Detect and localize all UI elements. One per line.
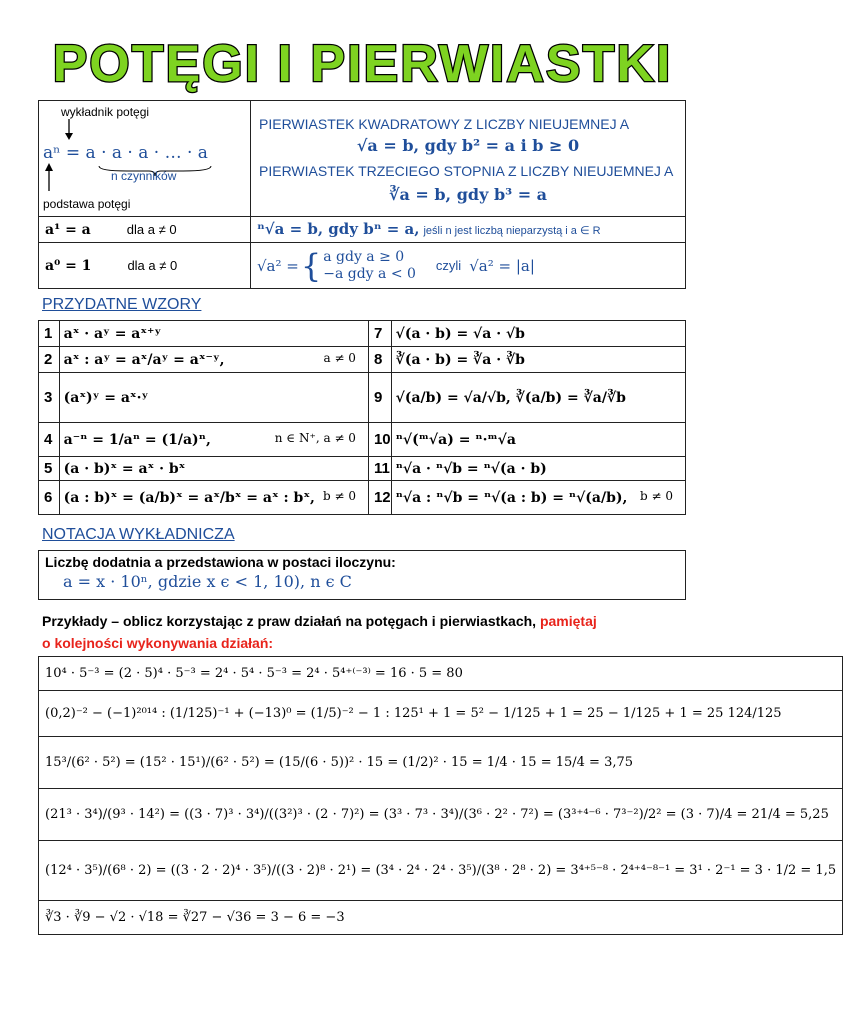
cbrt-definition: ∛a = b, gdy b³ = a <box>388 184 548 204</box>
abs-left: √a² = <box>257 256 299 275</box>
formula-cell <box>59 457 368 481</box>
formula-number: 2 <box>39 347 60 373</box>
exponent-label: wykładnik potęgi <box>61 105 150 119</box>
formula-expression: ⁿ√a · ⁿ√b = ⁿ√(a · b) <box>395 460 547 477</box>
abs-case-2: −a gdy a < 0 <box>323 265 416 282</box>
formula-condition: n ∈ N⁺, a ≠ 0 <box>274 430 356 445</box>
example-row <box>39 789 843 841</box>
formula-number: 7 <box>368 321 391 347</box>
formula-number: 3 <box>39 373 60 423</box>
formula-cell <box>59 321 368 347</box>
formula-expression: (aˣ)ʸ = aˣ·ʸ <box>63 389 149 406</box>
formula-number: 11 <box>368 457 391 481</box>
a1-formula: a¹ = a <box>45 221 91 238</box>
formula-expression: (a : b)ˣ = (a/b)ˣ = aˣ/bˣ = aˣ : bˣ, <box>63 489 315 506</box>
formula-condition: b ≠ 0 <box>640 488 673 503</box>
sqrt-heading: PIERWIASTEK KWADRATOWY Z LICZBY NIEUJEMNEJ A <box>259 115 630 132</box>
formula-number: 9 <box>368 373 391 423</box>
formula-cell <box>391 457 685 481</box>
a0-formula: a⁰ = 1 <box>45 257 92 274</box>
example-expression: (12⁴ · 3⁵)/(6⁸ · 2) = ((3 · 2 · 2)⁴ · 3⁵)/((3 · 2)⁸ · 2¹) = (3⁴ · 2⁴ · 2⁴ · 3⁵)/(3⁸ · 2⁸ · 2) = 3⁴⁺⁵⁻⁸ · 2⁴⁺⁴⁻⁸⁻¹ = 3¹ · 2⁻¹ = 3 · 1/2 = 1,5 <box>45 863 837 878</box>
formula-number: 12 <box>368 481 391 515</box>
arrow-up-icon <box>44 163 54 191</box>
notation-line-1: Liczbę dodatnia a przedstawiona w postaci iloczynu: <box>45 554 396 570</box>
power-definition: aⁿ = a · a · a · … · a <box>43 143 208 163</box>
arrow-down-icon <box>64 119 74 141</box>
root-definitions-cell <box>251 101 686 217</box>
notation-box <box>38 550 686 600</box>
cbrt-heading: PIERWIASTEK TRZECIEGO STOPNIA Z LICZBY NIEUJEMNEJ A <box>259 162 674 179</box>
formula-condition: b ≠ 0 <box>322 488 356 503</box>
example-row <box>39 657 843 691</box>
factors-label: n czynników <box>111 169 177 183</box>
formula-cell <box>59 423 368 457</box>
example-expression: 15³/(6² · 5²) = (15² · 15¹)/(6² · 5²) = (15/(6 · 5))² · 15 = (1/2)² · 15 = 1/4 · 15 = 15/4 = 3,75 <box>45 755 634 770</box>
formula-cell <box>391 347 685 373</box>
sqrt-definition: √a = b, gdy b² = a i b ≥ 0 <box>356 135 580 155</box>
notation-heading: NOTACJA WYKŁADNICZA <box>42 526 235 543</box>
example-row <box>39 841 843 901</box>
examples-table <box>38 656 843 935</box>
examples-intro-red-1: pamiętaj <box>539 613 597 629</box>
example-row <box>39 901 843 935</box>
nroot-cell <box>251 217 686 243</box>
formula-cell <box>59 481 368 515</box>
page-title: POTĘGI I PIERWIASTKI <box>52 35 673 93</box>
notation-line-2: a = x · 10ⁿ, gdzie x ϵ < 1, 10), n ϵ C <box>63 572 352 591</box>
formula-cell <box>391 321 685 347</box>
examples-intro-text: Przykłady – oblicz korzystając z praw działań na potęgach i pierwiastkach, <box>42 613 537 629</box>
abs-result: √a² = |a| <box>469 256 535 275</box>
a0-condition: dla a ≠ 0 <box>127 257 178 273</box>
formula-number: 5 <box>39 457 60 481</box>
base-label: podstawa potęgi <box>43 197 131 211</box>
power-definition-cell <box>39 101 251 217</box>
abs-czyli: czyli <box>435 258 462 273</box>
examples-intro <box>42 610 682 654</box>
formula-expression: aˣ : aʸ = aˣ/aʸ = aˣ⁻ʸ, <box>63 351 225 368</box>
formula-expression: a⁻ⁿ = 1/aⁿ = (1/a)ⁿ, <box>63 431 211 448</box>
formula-cell <box>391 373 685 423</box>
formula-expression: ⁿ√a : ⁿ√b = ⁿ√(a : b) = ⁿ√(a/b), <box>395 489 628 506</box>
formula-expression: ⁿ√(ᵐ√a) = ⁿ·ᵐ√a <box>395 431 516 448</box>
formulas-table <box>38 320 686 515</box>
formula-number: 8 <box>368 347 391 373</box>
formula-number: 4 <box>39 423 60 457</box>
a1-cell <box>39 217 251 243</box>
example-expression: ∛3 · ∛9 − √2 · √18 = ∛27 − √36 = 3 − 6 = −3 <box>45 910 345 925</box>
formula-expression: aˣ · aʸ = aˣ⁺ʸ <box>63 325 162 342</box>
formula-number: 6 <box>39 481 60 515</box>
example-expression: (21³ · 3⁴)/(9³ · 14²) = ((3 · 7)³ · 3⁴)/((3²)³ · (2 · 7)²) = (3³ · 7³ · 3⁴)/(3⁶ · 2² · 7²) = (3³⁺⁴⁻⁶ · 7³⁻²)/2² = (3 · 7)/4 = 21/4 = 5,25 <box>45 807 829 822</box>
formula-cell <box>59 373 368 423</box>
examples-intro-red-2: o kolejności wykonywania działań: <box>42 635 274 651</box>
formula-cell <box>391 481 685 515</box>
formula-expression: ∛(a · b) = ∛a · ∛b <box>395 351 525 368</box>
abs-cell <box>251 243 686 289</box>
formula-expression: √(a · b) = √a · √b <box>395 325 525 342</box>
formula-cell <box>391 423 685 457</box>
nroot-note: jeśli n jest liczbą nieparzystą i a ∈ R <box>423 225 601 237</box>
example-row <box>39 691 843 737</box>
formula-expression: (a · b)ˣ = aˣ · bˣ <box>63 460 186 477</box>
example-expression: (0,2)⁻² − (−1)²⁰¹⁴ : (1/125)⁻¹ + (−13)⁰ = (1/5)⁻² − 1 : 125¹ + 1 = 5² − 1/125 + 1 = 25 − 1/125 + 1 = 25 124/125 <box>45 706 782 721</box>
a0-cell <box>39 243 251 289</box>
formula-number: 10 <box>368 423 391 457</box>
formula-number: 1 <box>39 321 60 347</box>
definitions-table <box>38 100 686 289</box>
formula-cell <box>59 347 368 373</box>
example-row <box>39 737 843 789</box>
formula-condition: a ≠ 0 <box>323 350 356 365</box>
formula-expression: √(a/b) = √a/√b, ∛(a/b) = ∛a/∛b <box>395 389 626 406</box>
abs-case-1: a gdy a ≥ 0 <box>323 248 405 265</box>
formulas-heading: PRZYDATNE WZORY <box>42 296 202 313</box>
brace-glyph: { <box>300 246 322 285</box>
example-expression: 10⁴ · 5⁻³ = (2 · 5)⁴ · 5⁻³ = 2⁴ · 5⁴ · 5⁻³ = 2⁴ · 5⁴⁺⁽⁻³⁾ = 16 · 5 = 80 <box>45 666 463 681</box>
a1-condition: dla a ≠ 0 <box>126 221 177 237</box>
nroot-definition: ⁿ√a = b, gdy bⁿ = a, <box>257 220 420 238</box>
